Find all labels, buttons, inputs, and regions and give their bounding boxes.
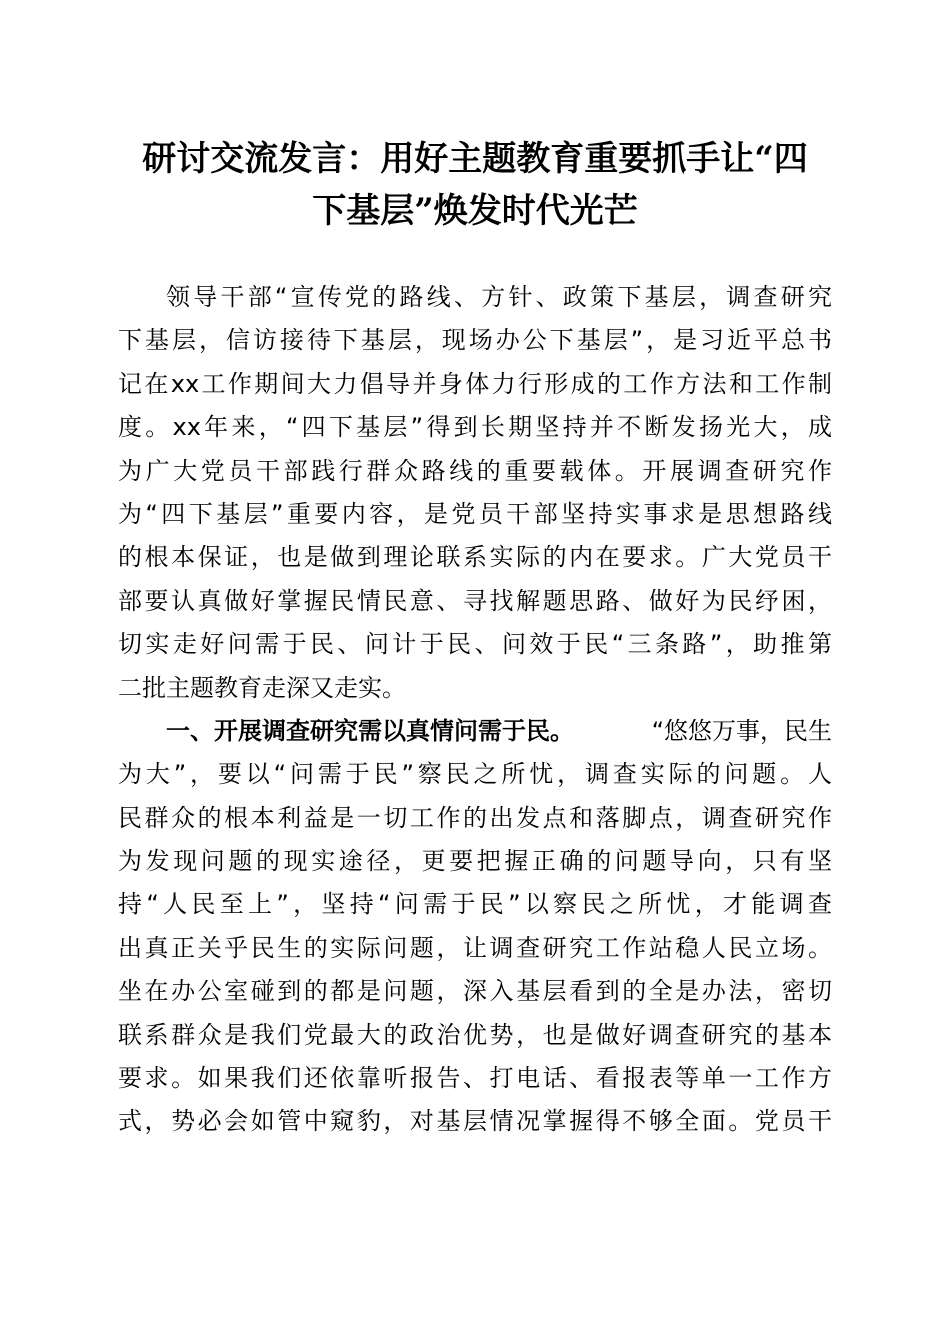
text-line: 民群众的根本利益是一切工作的出发点和落脚点，调查研究作 <box>118 803 832 832</box>
section-first-line <box>118 710 832 753</box>
text-line: 度。xx年来，“四下基层”得到长期坚持并不断发扬光大，成 <box>118 413 832 442</box>
document-body <box>118 276 832 1144</box>
text-line: 联系群众是我们党最大的政治优势，也是做好调查研究的基本 <box>118 1020 832 1049</box>
text-line: 持“人民至上”，坚持“问需于民”以察民之所忧，才能调查 <box>118 890 832 919</box>
text-line: 要求。如果我们还依靠听报告、打电话、看报表等单一工作方 <box>118 1064 832 1093</box>
text-line: 部要认真做好掌握民情民意、寻找解题思路、做好为民纾困， <box>118 586 832 615</box>
text-line: 切实走好问需于民、问计于民、问效于民“三条路”，助推第 <box>118 630 832 659</box>
paragraph-intro <box>118 276 832 710</box>
text-line: 坐在办公室碰到的都是问题，深入基层看到的全是办法，密切 <box>118 977 832 1006</box>
paragraph-section-one <box>118 710 832 1144</box>
text-line: 的根本保证，也是做到理论联系实际的内在要求。广大党员干 <box>118 543 832 572</box>
title-line: 下基层”焕发时代光芒 <box>312 191 638 231</box>
text-line: 记在xx工作期间大力倡导并身体力行形成的工作方法和工作制 <box>118 369 832 398</box>
text-line: 二批主题教育走深又走实。 <box>118 673 406 702</box>
text-line: 下基层，信访接待下基层，现场办公下基层”，是习近平总书 <box>118 326 832 355</box>
text-line: 领导干部“宣传党的路线、方针、政策下基层，调查研究 <box>166 283 832 311</box>
text-line: 为“四下基层”重要内容，是党员干部坚持实事求是思想路线 <box>118 499 832 528</box>
document-title <box>110 133 840 237</box>
text-line: 式，势必会如管中窥豹，对基层情况掌握得不够全面。党员干 <box>118 1107 832 1136</box>
text-line: 出真正关乎民生的实际问题，让调查研究工作站稳人民立场。 <box>118 933 832 962</box>
text-line: 为广大党员干部践行群众路线的重要载体。开展调查研究作 <box>118 456 832 485</box>
title-line: 研讨交流发言：用好主题教育重要抓手让“四 <box>142 139 808 179</box>
section-heading: 一、开展调查研究需以真情问需于民。 <box>166 716 574 745</box>
section-heading-continuation: “悠悠万事，民生 <box>651 716 832 745</box>
text-line: 为发现问题的现实途径，更要把握正确的问题导向，只有坚 <box>118 847 832 876</box>
text-line: 为大”，要以“问需于民”察民之所忧，调查实际的问题。人 <box>118 760 832 789</box>
